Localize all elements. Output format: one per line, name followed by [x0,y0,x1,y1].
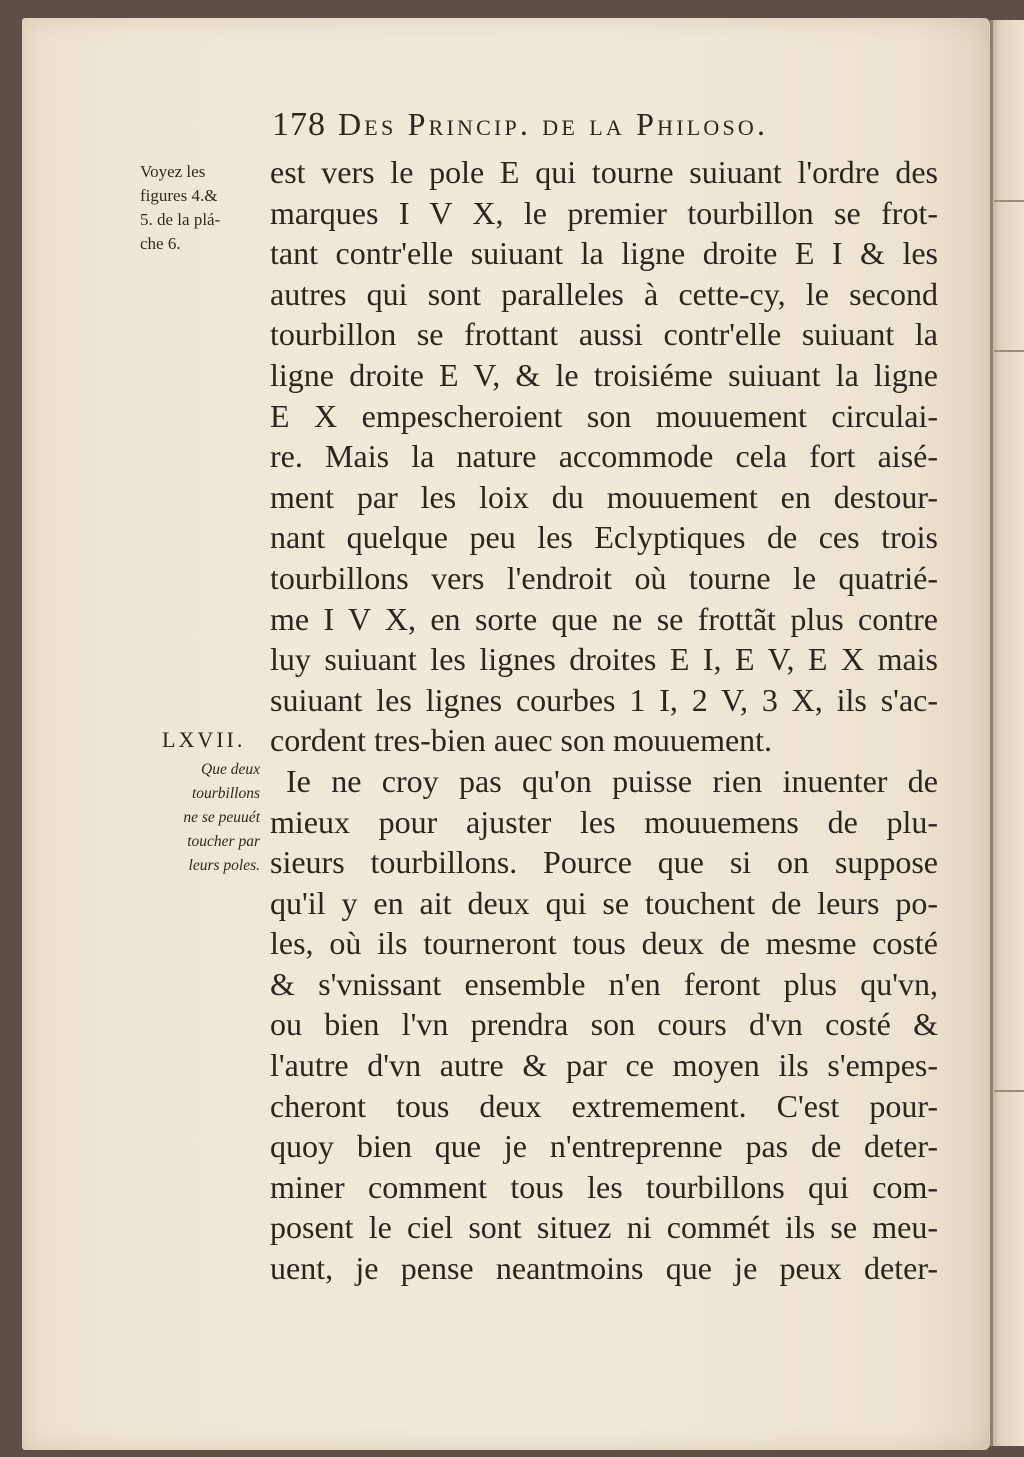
text-line: miner comment tous les tourbillons qui com- [270,1168,938,1205]
margin-note-line: 5. de la plá- [140,210,221,229]
margin-note-line: Que deux [201,761,260,778]
text-line: quoy bien que je n'entreprenne pas de deter- [270,1128,938,1165]
text-line: luy suiuant les lignes droites E I, E V, E X mais [270,641,938,678]
text-line: Ie ne croy pas qu'on puisse rien inuenter de [286,762,938,799]
text-line: ment par les loix du mouuement en destour- [270,478,938,515]
text-line: les, où ils tourneront tous deux de mesme costé [270,925,938,962]
margin-note-line: che 6. [140,234,181,253]
text-line: qu'il y en ait deux qui se touchent de leurs po- [270,884,938,921]
article-number: LXVII. [162,727,246,752]
text-line: tourbillons vers l'endroit où tourne le quatrié- [270,559,938,596]
text-line: cordent tres-bien auec son mouuement. [270,722,773,759]
adjacent-page-edge [990,20,1024,1446]
text-line: uent, je pense neantmoins que je peux deter- [270,1250,938,1287]
text-line: ou bien l'vn prendra son cours d'vn costé & [270,1006,938,1043]
text-line: & s'vnissant ensemble n'en feront plus qu'vn, [270,965,938,1002]
text-line: l'autre d'vn autre & par ce moyen ils s'empes- [270,1047,938,1084]
margin-note-line: toucher par [187,833,260,850]
text-line: E X empescheroient son mouuement circulai- [270,397,938,434]
text-line: ligne droite E V, & le troisiéme suiuant la ligne [270,356,938,393]
margin-note-figures [140,160,262,256]
page-gutter-shadow [990,20,993,1446]
text-line: suiuant les lignes courbes 1 I, 2 V, 3 X, ils s'ac- [270,681,938,718]
text-line: nant quelque peu les Eclyptiques de ces trois [270,519,938,556]
text-line: mieux pour ajuster les mouuemens de plu- [270,803,938,840]
margin-note-line: ne se peuuét [183,809,260,826]
margin-note-line: leurs poles. [188,857,260,874]
text-line: me I V X, en sorte que ne se frottãt plus contre [270,600,938,637]
margin-note-line: Voyez les [140,162,206,181]
text-line: autres qui sont paralleles à cette-cy, le second [270,275,938,312]
text-line: marques I V X, le premier tourbillon se frot- [270,194,938,231]
leaf-edge-mark [994,350,1024,352]
leaf-edge-mark [994,1090,1024,1092]
text-line: tant contr'elle suiuant la ligne droite E I & les [270,235,938,272]
text-line: re. Mais la nature accommode cela fort aisé- [270,438,938,475]
margin-note-line: figures 4.& [140,186,218,205]
running-head-title: Des Princip. de la Philoso. [338,106,769,142]
text-line: sieurs tourbillons. Pource que si on suppose [270,844,938,881]
running-head [272,102,952,154]
text-line: est vers le pole E qui tourne suiuant l'ordre des [270,154,938,190]
leaf-edge-mark [994,200,1024,202]
text-line: cheront tous deux extremement. C'est pour- [270,1087,938,1124]
body-text [270,152,938,1289]
margin-note-line: tourbillons [191,785,260,802]
margin-note-summary [152,758,260,878]
text-line: tourbillon se frottant aussi contr'elle suiuant la [270,316,938,353]
page-number: 178 [272,106,326,143]
text-line: posent le ciel sont situez ni commét ils se meu- [270,1209,938,1246]
